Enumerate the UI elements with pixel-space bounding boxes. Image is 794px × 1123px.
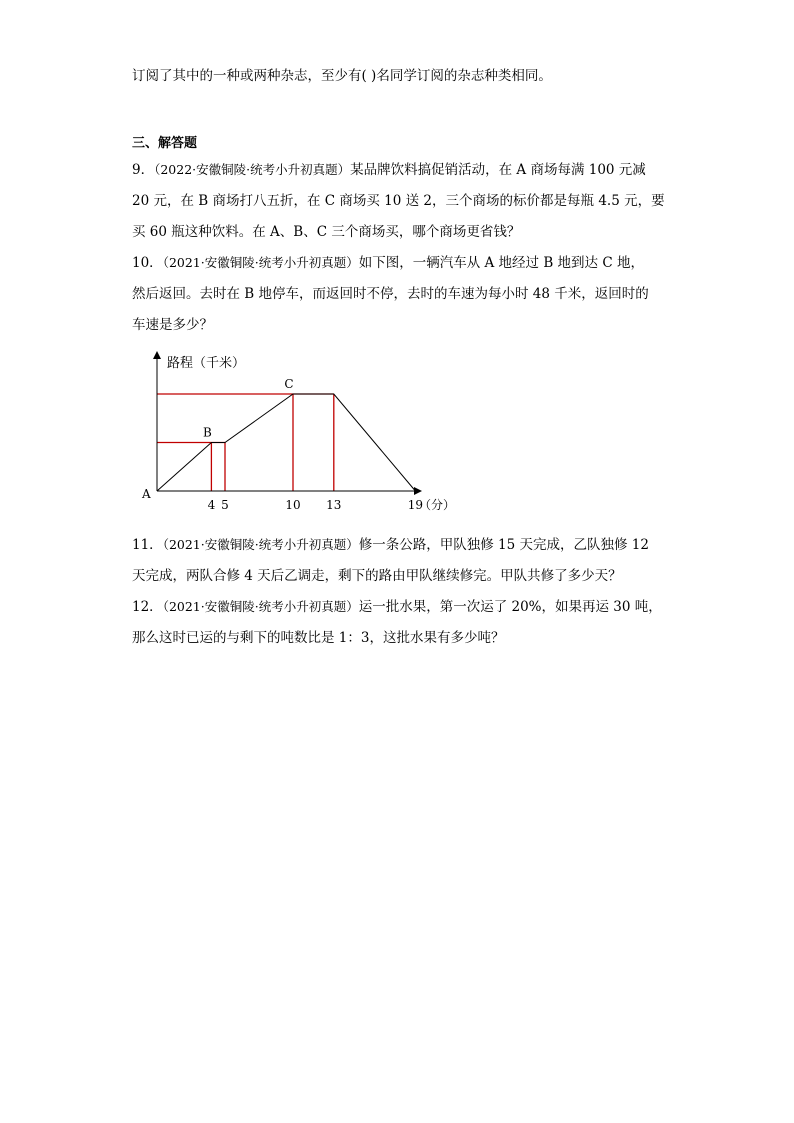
q9-line1 xyxy=(132,160,646,180)
y-axis-label: 路程（千米） xyxy=(167,356,246,371)
q9-line3: 买 60 瓶这种饮料。在 A、B、C 三个商场买，哪个商场更省钱？ xyxy=(132,224,521,240)
distance-time-chart xyxy=(130,345,470,520)
x-tick-label: 4 xyxy=(207,498,216,512)
origin-label: A xyxy=(142,487,151,501)
x-tick-label: 19 xyxy=(407,498,424,512)
q11-line1 xyxy=(132,535,649,555)
q12-text1: 运一批水果，第一次运了 20%，如果再运 30 吨， xyxy=(358,599,662,615)
q12-source: （2021·安徽铜陵·统考小升初真题） xyxy=(162,599,359,614)
q9-line2: 20 元，在 B 商场打八五折，在 C 商场买 10 送 2，三个商场的标价都是每瓶 4.5 元，要 xyxy=(132,193,665,209)
x-tick-label: 13 xyxy=(326,498,342,512)
q9-text1: 某品牌饮料搞促销活动，在 A 商场每满 100 元减 xyxy=(350,162,646,178)
q10-source: （2021·安徽铜陵·统考小升初真题） xyxy=(162,255,359,270)
x-tick-label: 5 xyxy=(221,498,229,512)
q12-line1 xyxy=(132,597,662,617)
q9-number: 9． xyxy=(132,162,155,178)
intro-line: 订阅了其中的一种或两种杂志，至少有( )名同学订阅的杂志种类相同。 xyxy=(132,68,552,84)
point-label: B xyxy=(202,425,212,440)
q11-number: 11． xyxy=(132,537,163,553)
q10-line2: 然后返回。去时在 B 地停车，而返回时不停，去时的车速为每小时 48 千米，返回时的 xyxy=(132,286,649,302)
q11-source: （2021·安徽铜陵·统考小升初真题） xyxy=(162,537,359,552)
x-axis-unit-label: （分） xyxy=(419,498,456,512)
q10-number: 10． xyxy=(132,255,163,271)
q11-line2: 天完成，两队合修 4 天后乙调走，剩下的路由甲队继续修完。甲队共修了多少天？ xyxy=(132,568,622,584)
x-tick-label: 10 xyxy=(285,498,301,512)
q10-line1 xyxy=(132,253,644,273)
point-label: C xyxy=(284,377,294,391)
q10-text1: 如下图，一辆汽车从 A 地经过 B 地到达 C 地， xyxy=(358,255,644,271)
q11-text1: 修一条公路，甲队独修 15 天完成，乙队独修 12 xyxy=(358,537,649,553)
q12-line2: 那么这时已运的与剩下的吨数比是 1：3，这批水果有多少吨？ xyxy=(132,630,505,646)
section-heading: 三、解答题 xyxy=(132,136,198,151)
q10-line3: 车速是多少？ xyxy=(132,317,213,333)
q12-number: 12． xyxy=(132,599,163,615)
q9-source: （2022·安徽铜陵·统考小升初真题） xyxy=(154,162,351,177)
